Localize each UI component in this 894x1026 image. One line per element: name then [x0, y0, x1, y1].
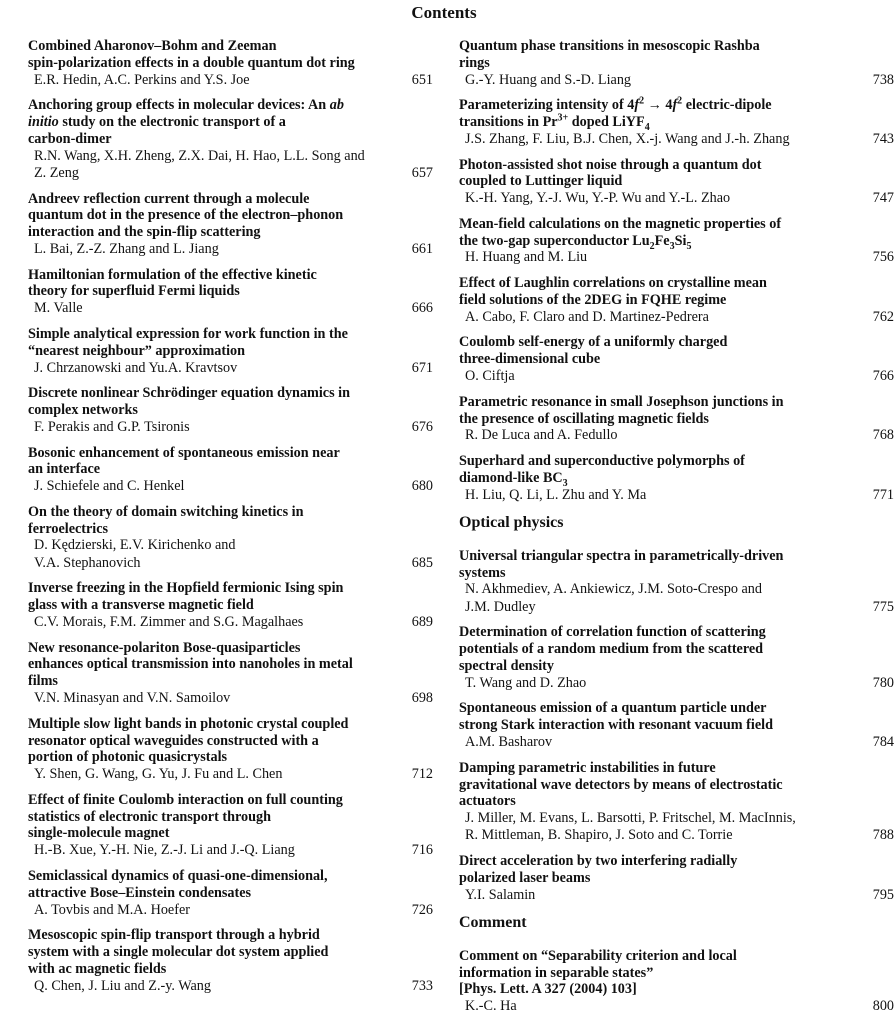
chem-subscript: 3 — [669, 240, 675, 252]
entry-authors: J. Miller, M. Evans, L. Barsotti, P. Fritschel, M. MacInnis, — [465, 810, 796, 827]
section-heading-optical-physics: Optical physics — [459, 513, 564, 531]
entry-author-row — [459, 72, 894, 89]
entry-title-line: coupled to Luttinger liquid — [459, 173, 623, 190]
entry-page-number: 756 — [872, 249, 894, 266]
entry-author-row — [459, 131, 894, 148]
chem-superscript: 3+ — [557, 112, 569, 124]
chem-subscript: 3 — [562, 477, 568, 489]
entry-author-row — [28, 537, 433, 554]
entry-title-line: Simple analytical expression for work function in the — [28, 325, 348, 342]
entry-authors: T. Wang and D. Zhao — [465, 674, 587, 691]
entry-title-line: spectral density — [459, 657, 554, 674]
entry-title-italic: initio — [28, 114, 59, 131]
entry-page-number: 657 — [411, 164, 433, 181]
entry-page-number: 689 — [411, 613, 433, 630]
entry-title-line: Hamiltonian formulation of the effective kinetic — [28, 266, 317, 283]
entry-title-line: theory for superfluid Fermi liquids — [28, 283, 240, 300]
entry-authors: G.-Y. Huang and S.-D. Liang — [465, 71, 632, 88]
entry-title-line: Andreev reflection current through a molecule — [28, 190, 310, 207]
entry-title-text: Anchoring group effects in molecular devices: An — [28, 97, 330, 114]
entry-author-row — [28, 842, 433, 859]
entry-authors: Y.I. Salamin — [465, 886, 536, 903]
chem-subscript: 4 — [644, 121, 650, 133]
entry-title-line: Semiclassical dynamics of quasi-one-dimensional, — [28, 867, 328, 884]
entry-authors: O. Ciftja — [465, 368, 515, 385]
entry-title-line: Discrete nonlinear Schrödinger equation dynamics in — [28, 385, 351, 402]
entry-authors: F. Perakis and G.P. Tsironis — [34, 418, 190, 435]
entry-page-number: 780 — [872, 674, 894, 691]
entry-author-row — [28, 72, 433, 89]
entry-author-row — [28, 690, 433, 707]
entry-page-number: 680 — [411, 478, 433, 495]
entry-page-number: 676 — [411, 418, 433, 435]
math-f: f — [672, 97, 678, 114]
optical-physics-entries — [459, 548, 894, 904]
math-f: f — [634, 97, 640, 114]
entry-title-line: three-dimensional cube — [459, 351, 601, 368]
entry-title-line: enhances optical transmission into nanoholes in metal — [28, 656, 353, 673]
entry-page-number: 698 — [411, 690, 433, 707]
entry-author-row — [28, 614, 433, 631]
entry-author-row — [28, 766, 433, 783]
entry-authors: A. Tovbis and M.A. Hoefer — [34, 901, 190, 918]
entry-page-number: 685 — [411, 554, 433, 571]
entry-author-row — [28, 478, 433, 495]
entry-title-line: ferroelectrics — [28, 520, 109, 537]
entry-title-line — [28, 97, 433, 114]
entry-title-line: rings — [459, 54, 490, 71]
entry-title-line: an interface — [28, 461, 101, 478]
entry-title-line: gravitational wave detectors by means of electrostatic — [459, 776, 783, 793]
entry-title-text: the two-gap superconductor Lu — [459, 232, 650, 249]
entry-page-number: 771 — [872, 486, 894, 503]
entry-author-row — [28, 419, 433, 436]
entry-title-line: portion of photonic quasicrystals — [28, 749, 228, 766]
entry-page-number: 666 — [411, 300, 433, 317]
toc-entry — [28, 267, 433, 318]
entry-author-row — [459, 368, 894, 385]
entry-authors: M. Valle — [34, 300, 83, 317]
entry-title-line: Determination of correlation function of scattering — [459, 624, 766, 641]
entry-author-row — [459, 190, 894, 207]
entry-authors: Z. Zeng — [34, 164, 79, 181]
chem-subscript: 5 — [686, 240, 692, 252]
entry-author-row — [28, 300, 433, 317]
entry-authors: A.M. Basharov — [465, 734, 553, 751]
toc-entry — [28, 927, 433, 995]
entry-author-row — [459, 427, 894, 444]
entry-title-line: Comment on “Separability criterion and local — [459, 947, 737, 964]
toc-entry — [459, 97, 894, 148]
entry-authors: Q. Chen, J. Liu and Z.-y. Wang — [34, 977, 211, 994]
entry-authors: Y. Shen, G. Wang, G. Yu, J. Fu and L. Chen — [34, 766, 283, 783]
entry-page-number: 784 — [872, 734, 894, 751]
entry-page-number: 661 — [411, 240, 433, 257]
entry-page-number: 712 — [411, 766, 433, 783]
entry-title-text: study on the electronic transport of a — [58, 114, 286, 131]
entry-page-number: 768 — [872, 427, 894, 444]
toc-entry — [459, 275, 894, 326]
entry-title-line: carbon-dimer — [28, 130, 112, 147]
entry-title-line: complex networks — [28, 402, 138, 419]
comment-entries — [459, 948, 894, 1016]
entry-authors: H. Liu, Q. Li, L. Zhu and Y. Ma — [465, 486, 647, 503]
entry-title-line: films — [28, 673, 58, 690]
entry-authors: D. Kędzierski, E.V. Kirichenko and — [34, 537, 236, 554]
toc-entry — [28, 716, 433, 784]
entry-title-line: [Phys. Lett. A 327 (2004) 103] — [459, 981, 637, 998]
entry-authors: A. Cabo, F. Claro and D. Martinez-Pedrera — [465, 308, 709, 325]
math-superscript: 2 — [639, 95, 645, 107]
entry-page-number: 671 — [411, 359, 433, 376]
entry-title-line: On the theory of domain switching kinetics in — [28, 503, 304, 520]
entry-title-line: Inverse freezing in the Hopfield fermionic Ising spin — [28, 580, 344, 597]
toc-entry — [459, 548, 894, 616]
entry-authors: K.-H. Yang, Y.-J. Wu, Y.-P. Wu and Y.-L. Zhao — [465, 190, 731, 207]
entry-title-line: Effect of Laughlin correlations on crystalline mean — [459, 275, 767, 292]
entry-author-row — [459, 734, 894, 751]
chem-element: Fe — [654, 232, 670, 249]
toc-entry — [28, 191, 433, 259]
entry-authors: J. Chrzanowski and Yu.A. Kravtsov — [34, 359, 238, 376]
entry-title-line: Multiple slow light bands in photonic crystal coupled — [28, 715, 349, 732]
entry-title-text: electric-dipole — [682, 97, 772, 114]
entry-author-row — [28, 902, 433, 919]
entry-title-line: actuators — [459, 793, 516, 810]
entry-title-line: Direct acceleration by two interfering radially — [459, 853, 738, 870]
toc-entry — [459, 760, 894, 845]
entry-title-line: field solutions of the 2DEG in FQHE regime — [459, 291, 727, 308]
entry-title-line: with ac magnetic fields — [28, 960, 167, 977]
toc-entry — [28, 38, 433, 89]
entry-authors: H.-B. Xue, Y.-H. Nie, Z.-J. Li and J.-Q. Liang — [34, 842, 295, 859]
entry-author-row — [459, 581, 894, 598]
right-top-entries — [459, 38, 894, 504]
toc-entry — [459, 38, 894, 89]
toc-entry — [459, 624, 894, 692]
entry-title-line: spin-polarization effects in a double quantum dot ring — [28, 54, 355, 71]
entry-title-line — [459, 114, 894, 131]
entry-author-row — [459, 887, 894, 904]
entry-author-row — [28, 555, 433, 572]
entry-title-line: polarized laser beams — [459, 869, 591, 886]
toc-entry — [459, 394, 894, 445]
entry-authors: R. Mittleman, B. Shapiro, J. Soto and C. Torrie — [465, 827, 733, 844]
entry-authors: V.N. Minasyan and V.N. Samoilov — [34, 690, 231, 707]
entry-title-line: Parametric resonance in small Josephson junctions in — [459, 393, 784, 410]
entry-page-number: 726 — [411, 901, 433, 918]
toc-entry — [459, 700, 894, 751]
entry-title-line: information in separable states” — [459, 964, 654, 981]
entry-author-row — [459, 998, 894, 1015]
entry-page-number: 795 — [872, 886, 894, 903]
math-arrow: → 4 — [644, 97, 673, 114]
section-heading-comment: Comment — [459, 913, 527, 931]
toc-entry — [28, 868, 433, 919]
toc-entry — [459, 853, 894, 904]
entry-page-number: 738 — [872, 71, 894, 88]
toc-entry — [459, 157, 894, 208]
entry-author-row — [459, 810, 894, 827]
entry-author-row — [459, 675, 894, 692]
toc-entry — [459, 948, 894, 1016]
entry-title-line: single-molecule magnet — [28, 825, 170, 842]
entry-title-line: Combined Aharonov–Bohm and Zeeman — [28, 38, 277, 54]
entry-title-line: Photon-assisted shot noise through a quantum dot — [459, 156, 762, 173]
entry-title-line: systems — [459, 564, 506, 581]
entry-title-line: system with a single molecular dot system applied — [28, 944, 329, 961]
chem-element: Si — [674, 232, 687, 249]
entry-authors: J.S. Zhang, F. Liu, B.J. Chen, X.-j. Wang and J.-h. Zhang — [465, 130, 790, 147]
entry-title-line: Superhard and superconductive polymorphs of — [459, 453, 745, 470]
entry-title-line: New resonance-polariton Bose-quasiparticles — [28, 639, 301, 656]
left-column — [28, 38, 433, 1003]
toc-entry — [28, 792, 433, 860]
entry-authors: K.-C. Ha — [465, 998, 517, 1015]
entry-title-line — [28, 114, 433, 131]
entry-page-number: 733 — [411, 977, 433, 994]
entry-title-line: “nearest neighbour” approximation — [28, 342, 246, 359]
entry-authors: L. Bai, Z.-Z. Zhang and L. Jiang — [34, 240, 219, 257]
toc-entry — [28, 504, 433, 572]
entry-title-line — [459, 97, 894, 114]
entry-authors: R. De Luca and A. Fedullo — [465, 427, 618, 444]
page-title: Contents — [411, 3, 477, 22]
entry-author-row — [28, 241, 433, 258]
entry-title-line: Coulomb self-energy of a uniformly charged — [459, 334, 728, 351]
entry-title-line: resonator optical waveguides constructed with a — [28, 732, 319, 749]
toc-entry — [28, 326, 433, 377]
entry-page-number: 788 — [872, 827, 894, 844]
entry-page-number: 762 — [872, 308, 894, 325]
entry-authors: N. Akhmediev, A. Ankiewicz, J.M. Soto-Crespo and — [465, 581, 762, 598]
right-column — [459, 38, 894, 1024]
entry-authors: V.A. Stephanovich — [34, 554, 141, 571]
entry-author-row — [28, 165, 433, 182]
entry-title-line: the presence of oscillating magnetic fields — [459, 410, 709, 427]
chem-subscript: 2 — [649, 240, 655, 252]
entry-author-row — [28, 978, 433, 995]
entry-authors: C.V. Morais, F.M. Zimmer and S.G. Magalhaes — [34, 613, 304, 630]
entry-title-text: transitions in Pr — [459, 114, 558, 131]
entry-title-line: strong Stark interaction with resonant vacuum field — [459, 717, 773, 734]
entry-author-row — [459, 487, 894, 504]
entry-authors: J.M. Dudley — [465, 598, 536, 615]
entry-page-number: 747 — [872, 190, 894, 207]
entry-title-line: attractive Bose–Einstein condensates — [28, 884, 252, 901]
entry-page-number: 651 — [411, 71, 433, 88]
entry-authors: J. Schiefele and C. Henkel — [34, 478, 185, 495]
entry-title-line — [459, 233, 894, 250]
entry-title-line: Damping parametric instabilities in future — [459, 759, 716, 776]
toc-entry — [28, 580, 433, 631]
entry-title-line: statistics of electronic transport through — [28, 808, 271, 825]
entry-author-row — [459, 249, 894, 266]
toc-entry — [459, 334, 894, 385]
entry-page-number: 775 — [872, 598, 894, 615]
entry-page-number: 743 — [872, 130, 894, 147]
entry-author-row — [459, 827, 894, 844]
toc-entry — [28, 385, 433, 436]
entry-title-line: Mean-field calculations on the magnetic properties of — [459, 215, 782, 232]
entry-title-italic: ab — [329, 97, 344, 114]
entry-title-text: doped LiYF — [568, 114, 645, 131]
toc-entry — [28, 97, 433, 182]
entry-title-line: Mesoscopic spin-flip transport through a hybrid — [28, 927, 320, 944]
entry-author-row — [459, 599, 894, 616]
entry-title-text: diamond-like BC — [459, 469, 563, 486]
entry-title-text: Parameterizing intensity of 4 — [459, 97, 635, 114]
entry-authors: H. Huang and M. Liu — [465, 249, 588, 266]
toc-entry — [28, 445, 433, 496]
entry-title-line — [459, 470, 894, 487]
toc-entry — [459, 453, 894, 504]
entry-author-row — [28, 148, 433, 165]
entry-title-line: Universal triangular spectra in parametrically-driven — [459, 547, 784, 564]
math-superscript: 2 — [677, 95, 683, 107]
entry-author-row — [28, 360, 433, 377]
toc-entry — [28, 640, 433, 708]
entry-page-number: 800 — [872, 998, 894, 1015]
entry-title-line: potentials of a random medium from the scattered — [459, 641, 764, 658]
entry-authors: R.N. Wang, X.H. Zheng, Z.X. Dai, H. Hao, L.L. Song and — [34, 147, 365, 164]
entry-authors: E.R. Hedin, A.C. Perkins and Y.S. Joe — [34, 71, 250, 88]
entry-page-number: 716 — [411, 842, 433, 859]
toc-entry — [459, 216, 894, 267]
entry-title-line: quantum dot in the presence of the electron–phonon — [28, 207, 344, 224]
entry-title-line: Bosonic enhancement of spontaneous emission near — [28, 444, 340, 461]
entry-author-row — [459, 309, 894, 326]
entry-title-line: glass with a transverse magnetic field — [28, 597, 254, 614]
entry-title-line: Effect of finite Coulomb interaction on full counting — [28, 791, 343, 808]
entry-title-line: Quantum phase transitions in mesoscopic Rashba — [459, 38, 760, 54]
entry-page-number: 766 — [872, 368, 894, 385]
entry-title-line: interaction and the spin-flip scattering — [28, 224, 261, 241]
entry-title-line: Spontaneous emission of a quantum particle under — [459, 700, 767, 717]
